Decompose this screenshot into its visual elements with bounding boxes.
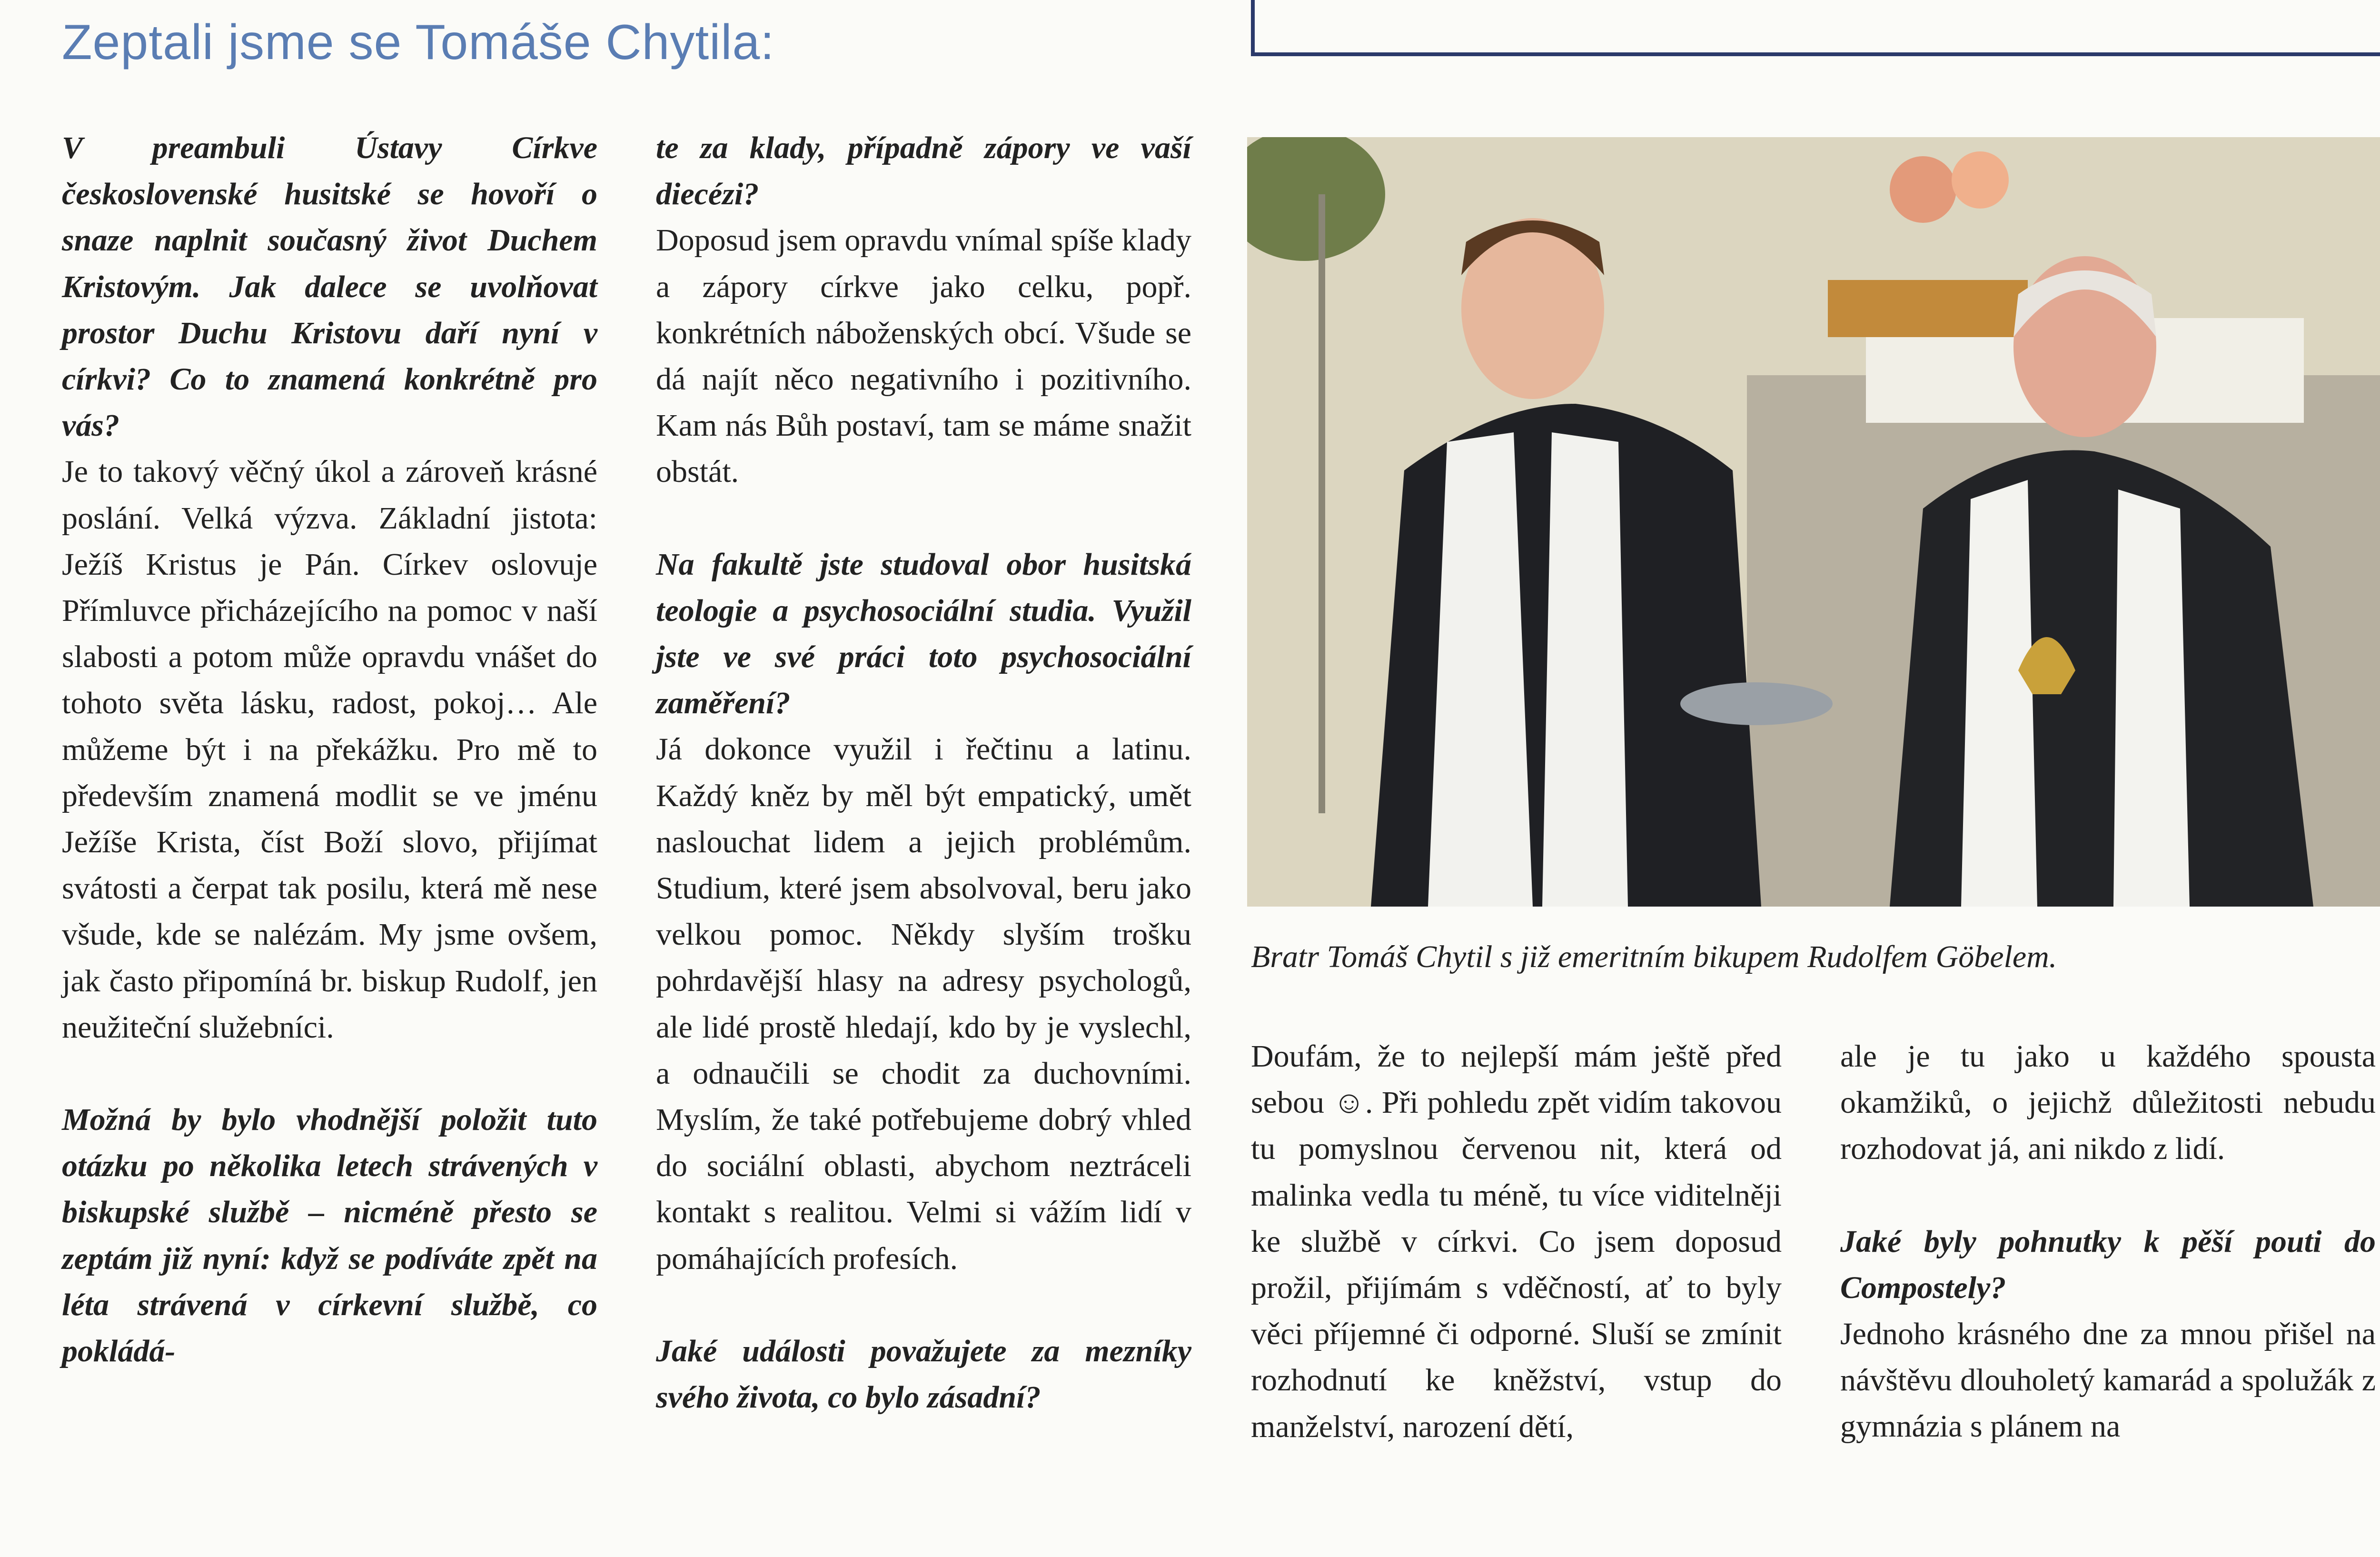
column-3 xyxy=(1251,1033,1782,1450)
column-2 xyxy=(656,125,1191,1420)
article-photo xyxy=(1247,137,2380,907)
header-frame xyxy=(1251,0,2380,56)
answer: Je to takový věčný úkol a zároveň krásné poslání. Velká výzva. Základní jistota: Ježíš Kristus je Pán. Církev oslovuje Přímluvce přicházejícího na pomoc v naší slabosti a potom může opravdu vnášet do tohoto světa lásku, radost, pokoj… Ale můžeme být i na překážku. Pro mě to především znamená modlit se ve jménu Ježíše Krista, číst Boží slovo, přijímat svátosti a čerpat tak posilu, která mě nese všude, kde se nalézám. My jsme ovšem, jak často připomíná br. biskup Rudolf, jen neužiteční služebníci. xyxy=(62,454,597,1045)
column-1 xyxy=(62,125,597,1374)
answer: Doufám, že to nejlepší mám ještě před sebou ☺. Při pohledu zpět vidím takovou tu pomyslnou červenou nit, která od malinka vedla tu méně, tu více viditelněji ke službě v církvi. Co jsem doposud prožil, přijímám s vděčností, ať to byly věci příjemné či odporné. Sluší se zmínit rozhodnutí ke kněžství, vstup do manželství, narození dětí, xyxy=(1251,1039,1782,1444)
column-4 xyxy=(1840,1033,2376,1450)
answer: ale je tu jako u každého spousta okamžiků, o jejichž důležitosti nebudu rozhodovat já, ani nikdo z lidí. xyxy=(1840,1039,2376,1167)
photo-caption: Bratr Tomáš Chytil s již emeritním bikupem Rudolfem Göbelem. xyxy=(1251,939,2057,974)
question: Možná by bylo vhodnější položit tuto otázku po několika letech strávených v biskupské službě – nicméně přesto se zeptám již nyní: když se podíváte zpět na léta strávená v církevní službě, co pokládá- xyxy=(62,1102,597,1369)
answer: Já dokonce využil i řečtinu a latinu. Každý kněz by měl být empatický, umět naslouchat lidem a jejich problémům. Studium, které jsem absolvoval, beru jako velkou pomoc. Někdy slyším trošku pohrdavější hlasy na adresy psychologů, ale lidé prostě hledají, kdo by je vyslechl, a odnaučili se chodit za duchovními. Myslím, že také potřebujeme dobrý vhled do sociální oblasti, abychom neztráceli kontakt s realitou. Velmi si vážím lidí v pomáhajících profesích. xyxy=(656,732,1191,1276)
answer: Doposud jsem opravdu vnímal spíše klady a zápory církve jako celku, popř. konkrétních náboženských obcí. Všude se dá najít něco negativního i pozitivního. Kam nás Bůh postaví, tam se máme snažit obstát. xyxy=(656,223,1191,489)
answer: Jednoho krásného dne za mnou přišel na návštěvu dlouholetý kamarád a spolužák z gymnázia s plánem na xyxy=(1840,1317,2376,1444)
photo-illustration xyxy=(1247,137,2380,907)
question: Jaké byly pohnutky k pěší pouti do Compostely? xyxy=(1840,1224,2376,1305)
question: te za klady, případně zápory ve vaší diecézi? xyxy=(656,130,1191,212)
question: Na fakultě jste studoval obor husitská teologie a psychosociální studia. Využil jste ve své práci toto psychosociální zaměření? xyxy=(656,547,1191,721)
article-headline: Zeptali jsme se Tomáše Chytila: xyxy=(62,15,775,70)
question: Jaké události považujete za mezníky svého života, co bylo zásadní? xyxy=(656,1333,1191,1415)
question: V preambuli Ústavy Církve československé husitské se hovoří o snaze naplnit současný život Duchem Kristovým. Jak dalece se uvolňovat prostor Duchu Kristovu daří nyní v církvi? Co to znamená konkrétně pro vás? xyxy=(62,130,597,443)
